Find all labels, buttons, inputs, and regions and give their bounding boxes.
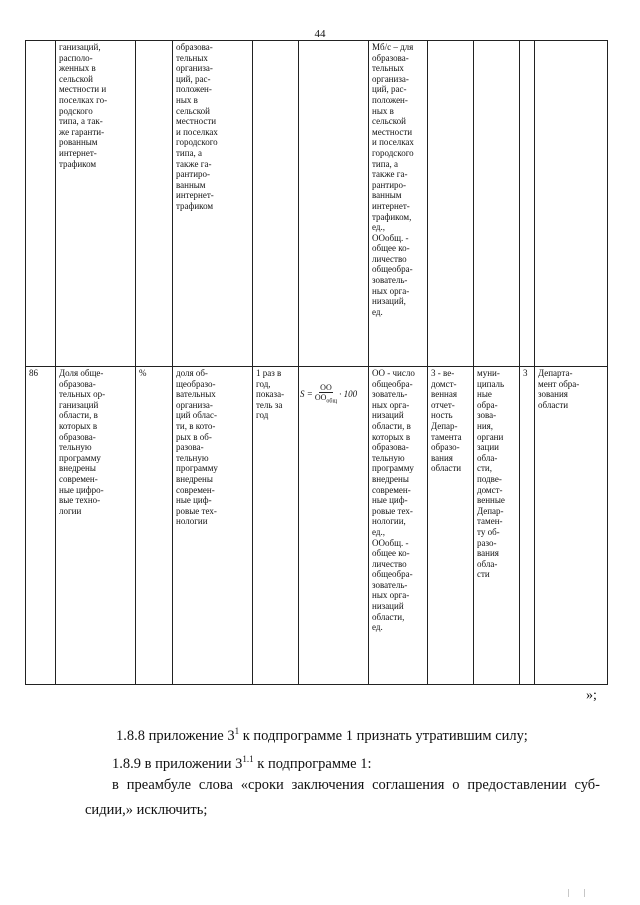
paragraph-1-8-8 xyxy=(116,722,528,745)
cell-formula xyxy=(299,41,369,367)
table-row-86 xyxy=(26,367,608,685)
cell-responsible: Департа- мент обра- зования области xyxy=(535,367,608,685)
formula-numerator: ОО xyxy=(320,382,332,392)
cell-definition: доля об- щеобразо- вательных организа- ций облас- ти, в кото- рых в об- разова- тельную программу внедрены современ- ные циф- ровые тех- нологии xyxy=(173,367,253,685)
paragraph-preamble-line-2: сидии,» исключить; xyxy=(85,802,208,818)
formula-denominator xyxy=(315,393,337,407)
paragraph-1-8-9 xyxy=(112,750,372,773)
cell-unit: % xyxy=(136,367,173,685)
p2-before: 1.8.9 в приложении 3 xyxy=(112,755,243,772)
paragraph-preamble-line-1: в преамбуле слова «сроки заключения соглашения о предоставлении суб- xyxy=(112,777,600,793)
cell-data-source xyxy=(428,41,474,367)
cell-formula xyxy=(299,367,369,685)
cell-indicator-name: ганизаций, располо- женных в сельской местности и поселках го- родского типа, а так- же гаранти- рованным интернет- трафиком xyxy=(56,41,136,367)
formula-denominator-sub: общ xyxy=(326,398,338,405)
cell-periodicity: 1 раз в год, показа- тель за год xyxy=(253,367,299,685)
p1-sup: 1 xyxy=(234,726,240,736)
p1-before: 1.8.8 приложение 3 xyxy=(116,727,235,744)
cell-responsible-for-data xyxy=(474,41,520,367)
cell-data-source: 3 - ве- домст- венная отчет- ность Депар- тамента образо- вания области xyxy=(428,367,474,685)
cell-number: 86 xyxy=(26,367,56,685)
cell-unit xyxy=(136,41,173,367)
formula-fraction xyxy=(315,383,337,407)
formula-lhs: S = xyxy=(300,389,313,400)
page-number: 44 xyxy=(314,28,326,40)
formula-rhs: · 100 xyxy=(339,389,358,400)
cell-responsible-for-data: муни- ципаль ные обра- зова- ния, органи зации обла- сти, подве- домст- венные Депар- тамен- ту об- разо- вания обла- сти xyxy=(474,367,520,685)
formula-denominator-base: ОО xyxy=(314,392,327,402)
cell-code xyxy=(520,41,535,367)
cell-indicator-name: Доля обще- образова- тельных ор- ганизаций области, в которых в образова- тельную программу внедрены современ- ные цифро- вые техно- логии xyxy=(56,367,136,685)
p2-sup: 1.1 xyxy=(242,754,254,764)
cell-definition: образова- тельных организа- ций, рас- положен- ных в сельской местности и поселках городского типа, а также га- рантиро- ванным интернет- трафиком xyxy=(173,41,253,367)
p1-after: к подпрограмме 1 признать утратившим силу; xyxy=(239,727,528,744)
cell-responsible xyxy=(535,41,608,367)
formula xyxy=(300,383,365,407)
corner-mark: | | xyxy=(568,888,592,897)
cell-number xyxy=(26,41,56,367)
cell-formula-description: Мб/с – для образова- тельных организа- ций, рас- положен- ных в сельской местности и поселках городского типа, а также га- рантиро- ванным интернет- трафиком, ед., ООобщ. - общее ко- личество общеобра- зователь- ных орга- низаций, ед. xyxy=(369,41,428,367)
indicators-table xyxy=(25,40,608,685)
cell-periodicity xyxy=(253,41,299,367)
cell-formula-description: ОО - число общеобра- зователь- ных орга- низаций области, в которых в образова- тельную программу внедрены современ- ные циф- ровые тех- нологии, ед., ООобщ. - общее ко- личество общеобра- зователь- ных орга- низаций области, ед. xyxy=(369,367,428,685)
p2-after: к подпрограмме 1: xyxy=(253,755,372,772)
closing-quote: »; xyxy=(586,688,597,703)
cell-code: 3 xyxy=(520,367,535,685)
table-row-continuation xyxy=(26,41,608,367)
